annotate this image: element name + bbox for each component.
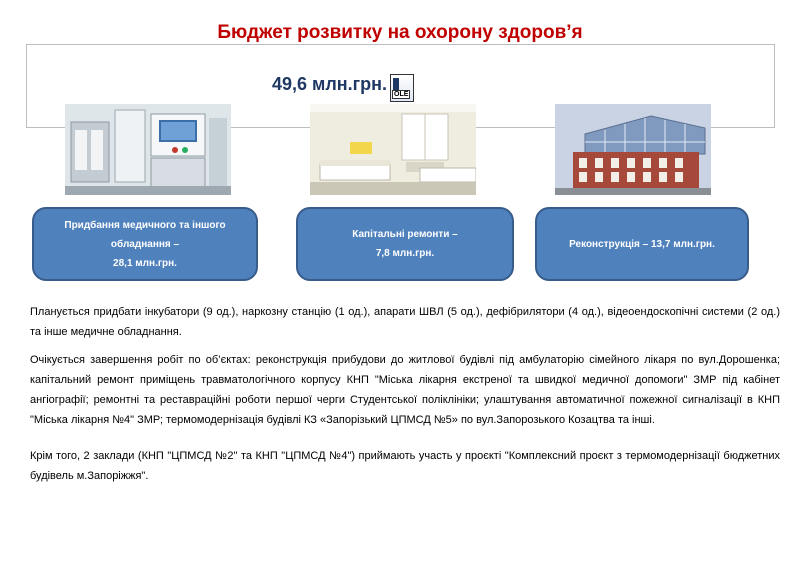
paragraph-equipment: Планується придбати інкубатори (9 од.), наркозну станцію (1 од.), апарати ШВЛ (5 од.), дефібрилятори (4 од.), відеоендоскопічні системи (2 од.) та інше медичне обладнання.: [30, 306, 780, 338]
reconstruction-line-1: Реконструкція – 13,7 млн.грн.: [569, 238, 715, 250]
reconstructed-building-photo: [555, 104, 711, 195]
page-title: Бюджет розвитку на охорону здоров’я: [217, 22, 583, 43]
reconstruction-budget-box: [535, 207, 749, 281]
repairs-budget-box: [296, 207, 514, 281]
paragraph-projects: Крім того, 2 заклади (КНП "ЦПМСД №2" та КНП "ЦПМСД №4") приймають участь у проєкті "Комплексний проєкт з термомодернізації бюджетних будівель м.Запоріжжя".: [30, 450, 780, 482]
medical-equipment-photo: [65, 104, 231, 195]
equipment-budget-box: [32, 207, 258, 281]
repairs-line-1: Капітальні ремонти –: [352, 229, 458, 240]
paragraph-works: Очікується завершення робіт по об’єктах: реконструкція прибудови до житлової будівлі під амбулаторію сімейного лікаря по вул.Дорошенка; капітальний ремонт приміщень травматологічного корпусу КНП "Міська лікарня екстреної та швидкої медичної допомоги" ЗМР під кабінет ангіографії; ремонтні та реставраційні роботи першої черги Студентської поліклініки; улаштування автоматичної пожежної сигналізації в КНП "Міська лікарня №4" ЗМР; термомодернізація будівлі КЗ «Запорізький ЦПМСД №5» по вул.Запорозького Козацтва та інші.: [30, 354, 780, 426]
hospital-room-photo: [310, 104, 476, 195]
total-budget-value: 49,6 млн.грн.: [272, 74, 388, 94]
ole-object-icon[interactable]: [390, 74, 414, 102]
equipment-line-3: 28,1 млн.грн.: [113, 257, 177, 269]
ole-icon-label: OLE: [394, 91, 409, 98]
ole-bar-icon: [393, 78, 399, 90]
equipment-line-2: обладнання –: [110, 238, 180, 250]
equipment-line-1: Придбання медичного та іншого: [64, 219, 226, 231]
repairs-line-2: 7,8 млн.грн.: [375, 248, 435, 259]
